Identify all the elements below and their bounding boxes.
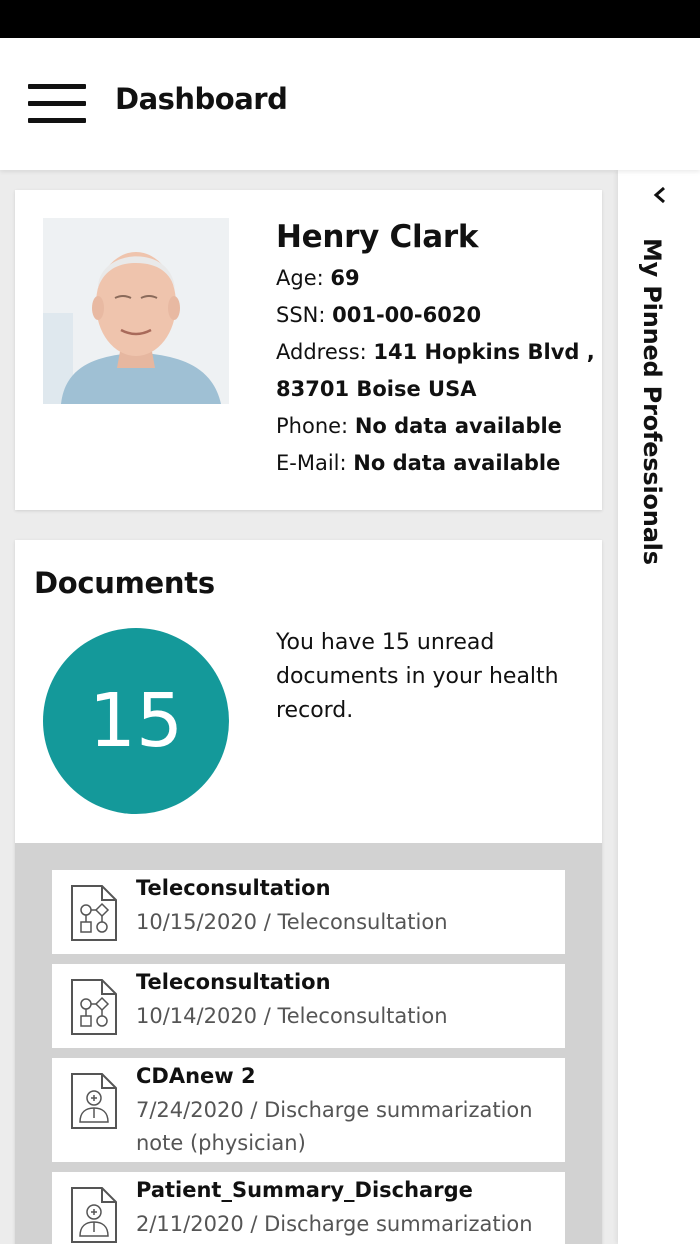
- document-list-item[interactable]: [52, 964, 565, 1048]
- patient-age: Age: 69: [276, 266, 360, 290]
- patient-photo: [43, 218, 229, 404]
- documents-title: Documents: [34, 566, 215, 600]
- document-title: Patient_Summary_Discharge: [136, 1178, 473, 1202]
- document-subtitle: 10/15/2020 / Teleconsultation: [136, 910, 448, 934]
- pinned-professionals-panel: [618, 170, 700, 1244]
- patient-phone: Phone: No data available: [276, 414, 562, 438]
- chevron-left-icon[interactable]: [642, 180, 678, 210]
- unread-count-badge[interactable]: 15: [43, 628, 229, 814]
- physician-document-icon: [70, 1072, 118, 1130]
- patient-email: E-Mail: No data available: [276, 451, 561, 475]
- patient-address-line2: 83701 Boise USA: [276, 377, 477, 401]
- patient-info: [276, 216, 596, 482]
- documents-list: [15, 843, 602, 1244]
- document-list-item[interactable]: [52, 1172, 565, 1244]
- document-subtitle: 2/11/2020 / Discharge summarization: [136, 1212, 533, 1236]
- document-title: CDAnew 2: [136, 1064, 256, 1088]
- status-bar: [0, 0, 700, 38]
- page-title: Dashboard: [115, 82, 288, 116]
- document-list-item[interactable]: [52, 870, 565, 954]
- workflow-document-icon: [70, 978, 118, 1036]
- document-subtitle: 7/24/2020 / Discharge summarization note (physician): [136, 1098, 533, 1155]
- patient-card: [15, 190, 602, 510]
- document-title: Teleconsultation: [136, 876, 331, 900]
- patient-address: Address: 141 Hopkins Blvd ,: [276, 340, 595, 364]
- document-list-item[interactable]: [52, 1058, 565, 1162]
- workflow-document-icon: [70, 884, 118, 942]
- physician-document-icon: [70, 1186, 118, 1244]
- patient-ssn: SSN: 001-00-6020: [276, 303, 482, 327]
- document-title: Teleconsultation: [136, 970, 331, 994]
- main-content: [0, 170, 618, 1244]
- patient-name: Henry Clark: [276, 219, 479, 255]
- hamburger-menu-icon[interactable]: [28, 82, 86, 126]
- unread-documents-message: You have 15 unread documents in your health record.: [276, 630, 559, 723]
- document-subtitle: 10/14/2020 / Teleconsultation: [136, 1004, 448, 1028]
- app-bar: [0, 38, 700, 170]
- pinned-professionals-tab[interactable]: My Pinned Professionals: [638, 238, 666, 565]
- documents-card: [15, 540, 602, 1244]
